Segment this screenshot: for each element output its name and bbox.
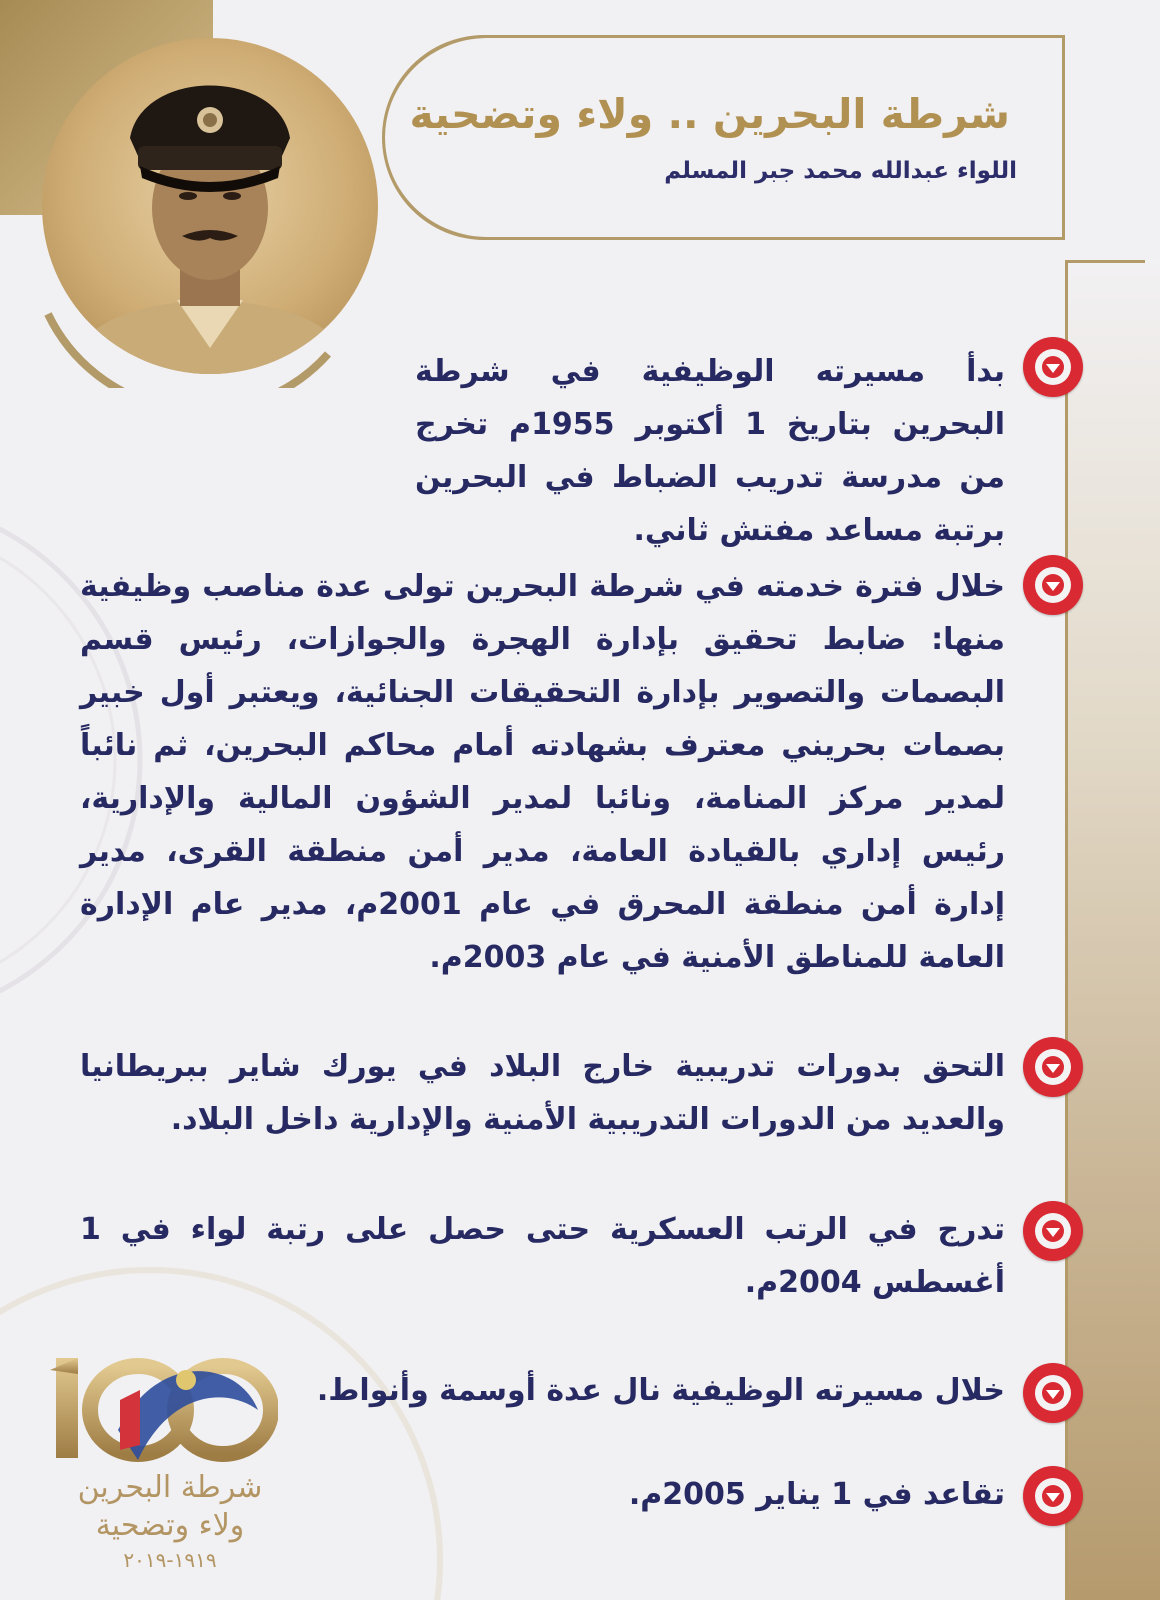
bahrain-police-emblem-icon <box>1023 555 1083 615</box>
page-title: شرطة البحرين .. ولاء وتضحية <box>409 90 1010 138</box>
bio-paragraph-4: تدرج في الرتب العسكرية حتى حصل على رتبة لواء في 1 أغسطس 2004م. <box>80 1212 1005 1300</box>
centenary-years: ١٩١٩-٢٠١٩ <box>123 1548 217 1572</box>
portrait-frame <box>42 38 378 374</box>
bio-paragraph-5: خلال مسيرته الوظيفية نال عدة أوسمة وأنواط. <box>316 1373 1005 1408</box>
bahrain-police-emblem-icon <box>1023 1466 1083 1526</box>
bio-paragraph-6: تقاعد في 1 يناير 2005م. <box>628 1477 1005 1512</box>
centenary-line-1: شرطة البحرين <box>77 1470 263 1505</box>
bio-paragraph-2: خلال فترة خدمته في شرطة البحرين تولى عدة مناصب وظيفية منها: ضابط تحقيق بإدارة الهجرة والجوازات، رئيس قسم البصمات والتصوير بإدارة التحقيقات الجنائية، ويعتبر أول خبير بصمات بحريني معترف بشهادته أمام محاكم البحرين، ثم نائباً لمدير مركز المنامة، ونائبا لمدير الشؤون المالية والإدارية، رئيس إداري بالقيادة العامة، مدير أمن منطقة القرى، مدير إدارة أمن منطقة المحرق في عام 2001م، مدير عام الإدارة العامة للمناطق الأمنية في عام 2003م. <box>80 569 1006 975</box>
centenary-line-2: ولاء وتضحية <box>95 1508 245 1543</box>
bahrain-police-emblem-icon <box>1023 1037 1083 1097</box>
bio-paragraph-3: التحق بدورات تدريبية خارج البلاد في يورك شاير ببريطانيا والعديد من الدورات التدريبية الأمنية والإدارية داخل البلاد. <box>80 1049 1005 1137</box>
bahrain-police-emblem-icon <box>1023 1201 1083 1261</box>
bahrain-police-emblem-icon <box>1023 337 1083 397</box>
bahrain-police-emblem-icon <box>1023 1363 1083 1423</box>
page-subtitle: اللواء عبدالله محمد جبر المسلم <box>664 158 1017 184</box>
centenary-100-mark <box>48 1350 278 1470</box>
bio-paragraph-1: بدأ مسيرته الوظيفية في شرطة البحرين بتاريخ 1 أكتوبر 1955م تخرج من مدرسة تدريب الضباط في البحرين برتبة مساعد مفتش ثاني. <box>415 354 1005 548</box>
officer-portrait <box>42 38 378 374</box>
title-box <box>385 35 1065 240</box>
